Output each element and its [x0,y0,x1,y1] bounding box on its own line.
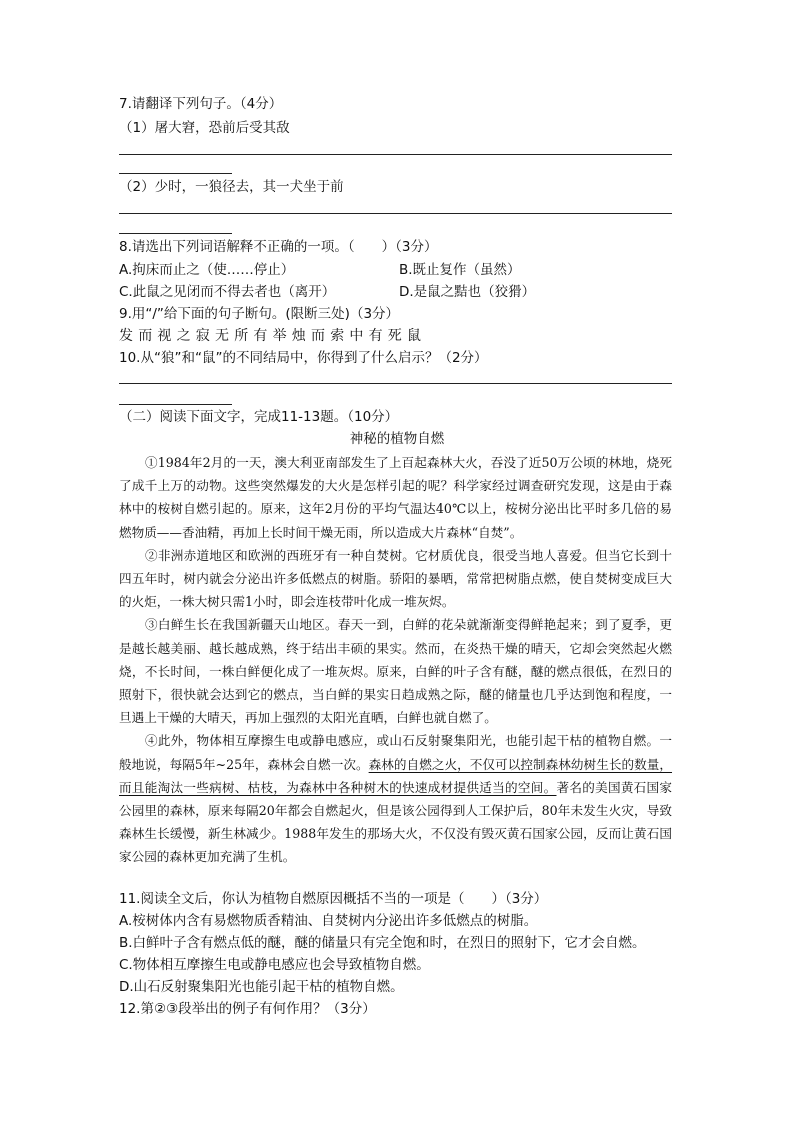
answer-line-end[interactable] [119,404,232,405]
q7-sentence-2: （2）少时，一狼径去，其一犬坐于前 [119,179,344,195]
answer-line[interactable] [119,383,672,384]
q8-option-c: C.此鼠之见闭而不得去者也（离开） [119,284,336,300]
q11-option-a: A.桉树体内含有易燃物质香精油、自焚树内分泌出许多低燃点的树脂。 [119,913,538,929]
answer-line[interactable] [119,154,672,155]
q8-option-a: A.拘床而止之（使……停止） [119,262,295,278]
q8-option-d: D.是鼠之黠也（狡猾） [399,284,536,300]
q9-title: 9.用“/”给下面的句子断句。(限断三处)（3分） [119,306,400,322]
answer-line-end[interactable] [119,173,232,174]
q9-sentence: 发而视之寂无所有举烛而索中有死鼠 [119,328,427,344]
paragraph-4-end: 著名的美国黄石国家公园里的森林，原来每隔20年都会自燃起火，但是该公园得到人工保护后，80年未发生火灾，导致森林生长缓慢，新生林减少。1988年发生的那场大火，不仅没有毁灭黄石国家公园，反而让黄石国家公园的森林更加充满了生机。 [119,779,673,865]
answer-line[interactable] [119,213,672,214]
q8-option-b: B.既止复作（虽然） [399,262,521,278]
paragraph-4-start: ④此外，物体相互摩擦生电或静电感应，或山石反射聚集阳光，也能引起干枯的植物自燃。一般地说，每隔5年~25年，森林会自燃一次。 [119,733,672,772]
q7-sentence-1: （1）屠大窘，恐前后受其敌 [119,120,290,136]
section-heading: （二）阅读下面文字，完成11-13题。（10分） [119,409,399,425]
paragraph-4 [119,729,672,868]
paragraph-3: ③白鲜生长在我国新疆天山地区。春天一到，白鲜的花朵就渐渐变得鲜艳起来；到了夏季，更是越长越美丽、越长越成熟，终于结出丰硕的果实。然而，在炎热干燥的晴天，它却会突然起火燃烧，不长时间，一株白鲜便化成了一堆灰烬。原来，白鲜的叶子含有醚，醚的燃点很低，在烈日的照射下，很快就会达到它的燃点，当白鲜的果实日趋成熟之际，醚的储量也几乎达到饱和程度，一旦遇上干燥的大晴天，再加上强烈的太阳光直晒，白鲜也就自燃了。 [119,617,672,726]
q11-option-d: D.山石反射聚集阳光也能引起干枯的植物自燃。 [119,979,404,995]
q7-title: 7.请翻译下列句子。（4分） [119,96,283,112]
paragraph-1: ①1984年2月的一天，澳大利亚南部发生了上百起森林大火，吞没了近50万公顷的林地，烧死了成千上万的动物。这些突然爆发的大火是怎样引起的呢？科学家经过调查研究发现，这是由于森林中的桉树自燃引起的。原来，这年2月份的平均气温达40℃以上，桉树分泌出比平时多几倍的易燃物质——香油精，再加上长时间干燥无雨，所以造成大片森林“自焚”。 [119,455,672,540]
q11-option-c: C.物体相互摩擦生电或静电感应也会导致植物自燃。 [119,957,430,973]
q8-title: 8.请选出下列词语解释不正确的一项。（ ）（3分） [119,239,438,255]
article-body [119,451,672,869]
answer-line-end[interactable] [119,233,232,234]
q11-option-b: B.白鲜叶子含有燃点低的醚，醚的储量只有完全饱和时，在烈日的照射下，它才会自燃。 [119,935,646,951]
q11-title: 11.阅读全文后，你认为植物自燃原因概括不当的一项是（ ）（3分） [119,891,548,907]
underlined-sentence: 森林的自燃之火，不仅可以控制森林幼树生长的数量，而且能淘汰一些病树、枯枝，为森林中各种树木的快速成材提供适当的空间。 [119,756,673,795]
article-title: 神秘的植物自燃 [349,431,445,447]
q12-title: 12.第②③段举出的例子有何作用？（3分） [119,1001,376,1017]
paragraph-2: ②非洲赤道地区和欧洲的西班牙有一种自焚树。它材质优良，很受当地人喜爱。但当它长到十四五年时，树内就会分泌出许多低燃点的树脂。骄阳的暴晒，常常把树脂点燃，使自焚树变成巨大的火炬，一株大树只需1小时，即会连枝带叶化成一堆灰烬。 [119,547,672,610]
q10-title: 10.从“狼”和“鼠”的不同结局中，你得到了什么启示？（2分） [119,350,488,366]
